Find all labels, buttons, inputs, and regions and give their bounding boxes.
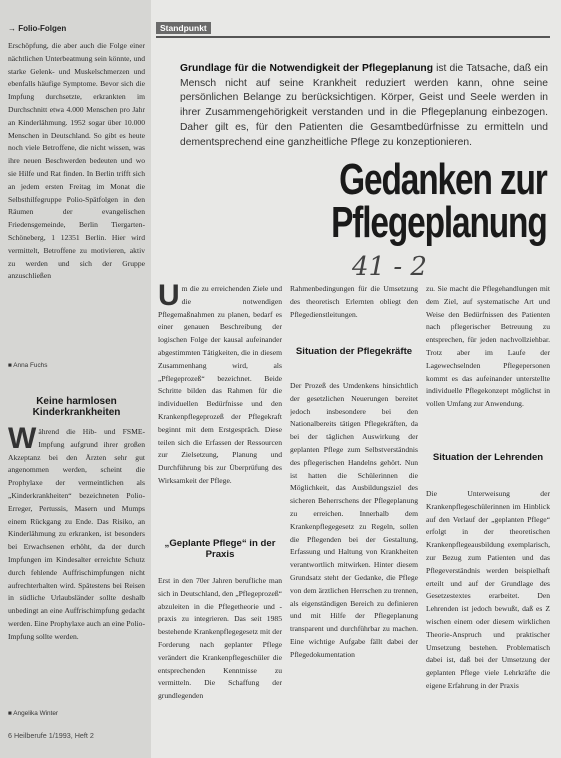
- column-3-text: zu. Sie macht die Pflegehandlungen mit dem Ziel, auf systematische Art und Weise den Bedürfnissen des Patienten nach pflegerischer Betreuung zu entsprechen, für jeden nachvollziehbar. Trotz aber im Laufe der Lagewechselnden Pflegepersonen kommt es das aufeinander unterstellte individuelle Pflegekonzept möglichst in vollen Umfang zur Anwendung.: [426, 284, 550, 409]
- headline-line-2: Pflegeplanung: [331, 198, 547, 247]
- standpunkt-label: Standpunkt: [156, 22, 211, 34]
- column-2-subhead: Situation der Pflegekräfte: [295, 346, 413, 357]
- left-column-text: Erschöpfung, die aber auch die Folge einer nächtlichen Unterbeatmung sein könnte, und starke Gelenk- und Muskelschmerzen und ebenfalls häufige Symptome. Bevor sich die Impfung durchsetzte, erkrankten im Durchschnitt etwa 4.000 Menschen pro Jahr an Kinderlähmung. 1952 sogar über 10.000 Menschen in Deutschland. So gibt es heute noch viele Betroffene, die nicht wissen, was ihre neuen Beschwerden bedeuten und wo sie Hilfe und Rat finden. In Berlin trifft sich an jedem ersten Freitag im Monat die Selbsthilfegruppe Polio-Spätfolgen in den Räumen der evangelischen Friedensgemeinde, Berlin Tiergarten-Schöneberg, 1 12351 Berlin. Hier wird vermittelt, Betroffene zu motivieren, aktiv zu werden und sich der Gruppe anzuschließen: [8, 41, 145, 281]
- article2-title: Keine harmlosen Kinderkrankheiten: [32, 396, 121, 418]
- column-1-text-2: Erst in den 70er Jahren berufliche man sich in Deutschland, den „Pflegeprozeß“ abzuleiten in die Pflegetheorie und -praxis zu integrieren. Das seit 1985 bestehende Krankenpflegegesetz mit der Forderung nach geplanter Pflege verändert die Krankenpflegeschüler die entsprechenden Kenntnisse zu vermitteln. Die Schaffung der grundlegenden: [158, 576, 282, 701]
- page-footer: 6 Heilberufe 1/1993, Heft 2: [8, 731, 94, 740]
- column-3-text-2: Die Unterweisung der Krankenpflegeschülerinnen im Hinblick auf den Verlauf der „geplanten Pflege“ erfolgt in der theoretischen Krankenpflegeausbildung exemplarisch, zur Bezug zum Patienten und das Pflegeverständnis werden beispielhaft erteilt und auf der Grundlage des Gesetzestextes erarbeitet. Den Lehrenden ist jedoch bewußt, daß es Z wischen einem oder diesem wirklichen Theorie-Anspruch und praktischer Umsetzung bestehen. Problematisch dabei ist, daß bei der Umsetzung der geplanten Pflege viele Lehrkräfte die eigene Erfahrung in der Praxis: [426, 489, 550, 690]
- column-2-text-2: Der Prozeß des Umdenkens hinsichtlich der gesetzlichen Neuerungen bereitet jedoch insbesondere bei den Nationalbereits tätigen Pflegekräften, da bei der täglichen Auswirkung der geplanten Pflege zum Selbstverständnis des pflegerischen Handelns gehört. Nun ist hatten die Schülerinnen die Möglichkeit, das Ausbildungsziel des sicheren Beherrschens der Pflegeplanung zu erreichen. Innerhalb dem Krankenpflegegesetz zu Regeln, sollen die Pflegenden bei der Gestaltung, Erfassung und Haltung von Krankheiten verantwortlich mitwirken. Hinter diesem Grundsatz steht der Gedanke, die Pflege von dem ärztlichen Herrschen zu trennen, als eigenständigen Bereich zu definieren und mit Hilfe der Pflegeplanung transparent und durchführbar zu machen. Eine wichtige Aufgabe fällt dabei der Pflegedokumentation: [290, 381, 418, 659]
- column-1-dropcap: U: [158, 283, 180, 312]
- handwritten-note: 41 - 2: [352, 252, 427, 282]
- header-rule: [156, 36, 550, 38]
- column-1-body: m die zu erreichenden Ziele und die notwendigen Pflegemaßnahmen zu planen, bedarf es einer genauen Beschreibung der logischen Folge der kausal aufeinander abgestimmten Tätigkeiten, die in diesem Zusammenhang wird, als „Pflegeprozeß“ bezeichnet. Beide Schritte bilden das Rahmen für die individuellen Bedürfnisse und den Krankenpflegeprozeß der Pflegekraft beginnt mit dem Erstgespräch. Diese teilen sich die Erfassen der Ressourcen zur Zielsetzung, Planung und Durchführung bis zur Überprüfung des Wirksamkeit der Pflege.: [158, 284, 282, 485]
- article2-author: ■ Angelika Winter: [8, 710, 59, 717]
- column-2-text: Rahmenbedingungen für die Umsetzung des theoretisch Erlernten obliegt den Pflegedienstleitungen.: [290, 284, 418, 319]
- headline-line-1: Gedanken zur: [339, 155, 547, 204]
- article2-body: ährend die Hib- und FSME-Impfung aufgrund ihrer großen Akzeptanz bei den Ärzten sehr gut angenommen werden, scheint die Prophylaxe der vermeintlichen als „Kinderkrankheiten“ bezeichneten Polio-Erreger, Pertussis, Masern und Mumps einem Rückgang zu Ende. Das Risiko, an Kinderlähmung zu erkranken, ist besonders bei Erwachsenen erhöht, da der durch Impfungen im Kindesalter erreichte Schutz durch fehlende Auffrischimpfungen nicht aufrechterhalten wird. Spätestens bei Reisen in südliche Urlaubsländer sollte deshalb unbedingt an eine Auffrischimpfung gedacht werden. Eine Prophylaxe auch an eine Polio-Impfung sollte werden.: [8, 427, 145, 641]
- article2-text: [8, 426, 145, 698]
- column-3-subhead: Situation der Lehrenden: [432, 452, 544, 463]
- author-credit: ■ Anna Fuchs: [8, 362, 48, 369]
- column-1-subhead: „Geplante Pflege“ in der Praxis: [164, 538, 276, 560]
- headline: [331, 155, 547, 247]
- intro-rest: ist die Tatsache, daß ein Mensch nicht auf seine Krankheit reduziert werden kann, ohne seine persönlichen Belange zu berücksichtigen. Körper, Geist und Seele werden in ihrer Zusammengehörigkeit verstanden und in die Pflegeplanung einbezogen. Daher gilt es, für den Patienten die Gesamtbedürfnisse zu ermitteln und dementsprechend eine ganzheitliche Pflege zu konzeptionieren.: [180, 63, 548, 148]
- section-label: → Folio-Folgen: [8, 24, 67, 33]
- intro-bold: Grundlage für die Notwendigkeit der Pflegeplanung: [180, 63, 433, 74]
- intro-paragraph: [180, 62, 548, 150]
- column-1-text: [158, 283, 282, 529]
- article2-dropcap: W: [8, 426, 37, 455]
